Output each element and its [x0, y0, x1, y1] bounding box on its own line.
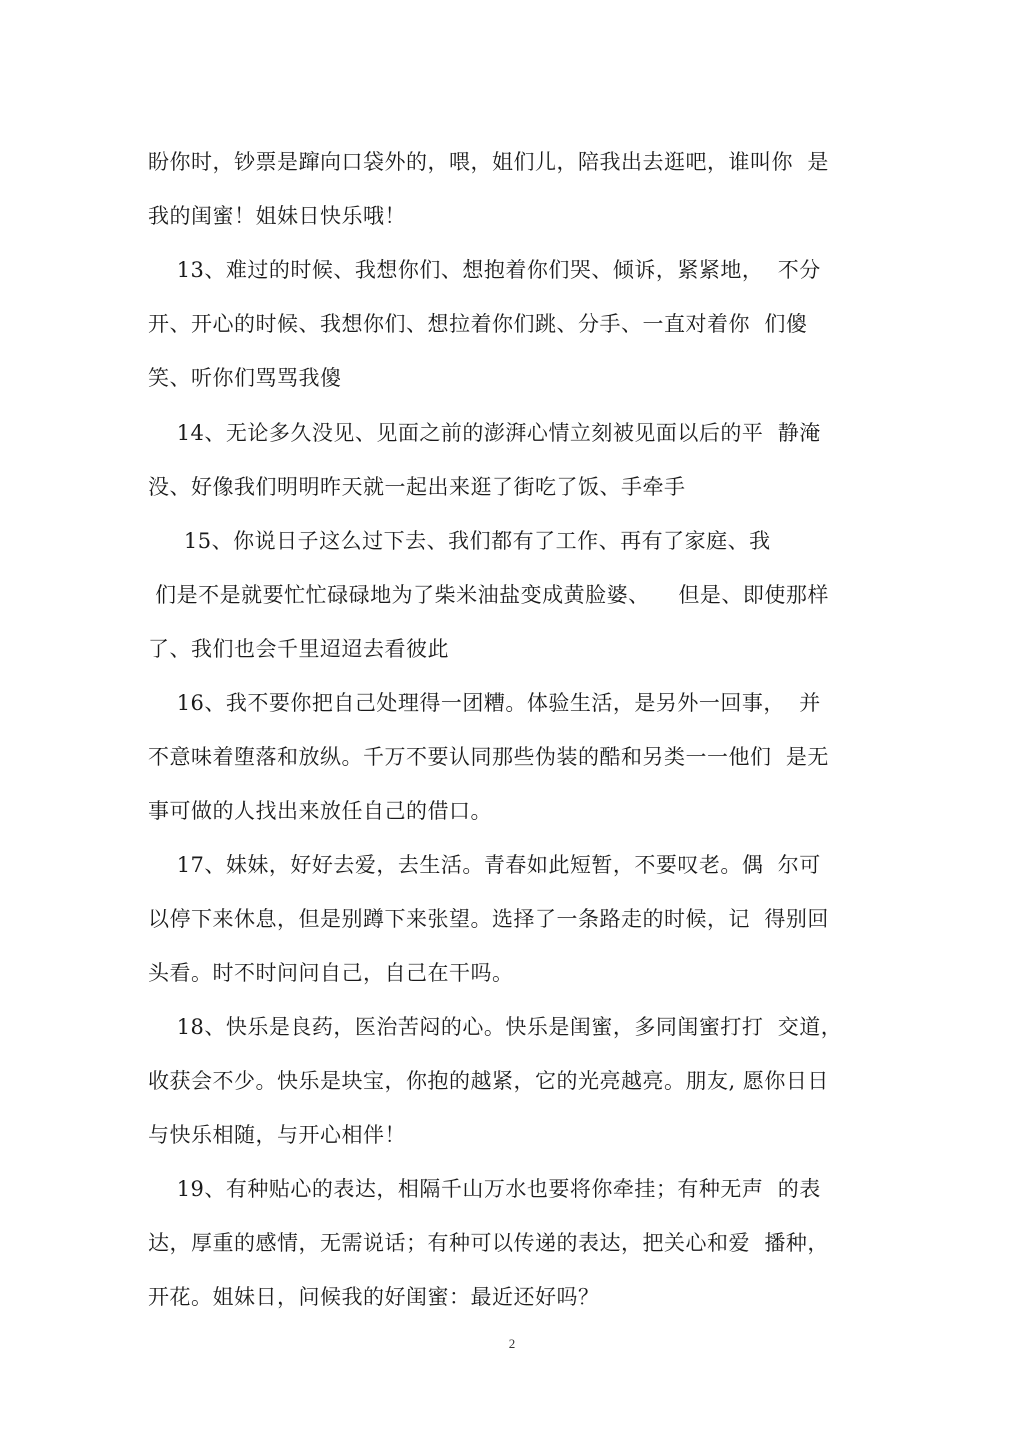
text-line: 了、我们也会千里迢迢去看彼此: [148, 637, 449, 661]
text-line: 达，厚重的感情，无需说话；有种可以传递的表达，把关心和爱 播种，: [148, 1231, 829, 1255]
text-line: 们是不是就要忙忙碌碌地为了柴米油盐变成黄脸婆、 但是、即使那样: [148, 583, 829, 607]
text-line: 与快乐相随，与开心相伴！: [148, 1123, 406, 1147]
text-line: 事可做的人找出来放任自己的借口。: [148, 799, 492, 823]
text-line: 13、难过的时候、我想你们、想抱着你们哭、倾诉，紧紧地， 不分: [148, 258, 821, 282]
text-line: 笑、听你们骂骂我傻: [148, 366, 342, 390]
text-line: 盼你时，钞票是蹿向口袋外的，喂，姐们儿，陪我出去逛吧，谁叫你 是: [148, 150, 829, 174]
text-line: 不意味着堕落和放纵。千万不要认同那些伪装的酷和另类一一他们 是无: [148, 745, 829, 769]
text-line: 以停下来休息，但是别蹲下来张望。选择了一条路走的时候，记 得别回: [148, 907, 829, 931]
text-line: 没、好像我们明明昨天就一起出来逛了街吃了饭、手牵手: [148, 475, 686, 499]
page-number: 2: [508, 1336, 516, 1351]
text-line: 我的闺蜜！姐妹日快乐哦！: [148, 204, 406, 228]
text-line: 16、我不要你把自己处理得一团糟。体验生活，是另外一回事， 并: [148, 691, 821, 715]
text-line: 18、快乐是良药，医治苦闷的心。快乐是闺蜜，多同闺蜜打打 交道，: [148, 1015, 843, 1039]
text-line: 14、无论多久没见、见面之前的澎湃心情立刻被见面以后的平 静淹: [148, 421, 821, 445]
text-line: 头看。时不时问问自己，自己在干吗。: [148, 961, 514, 985]
text-line: 开花。姐妹日，问候我的好闺蜜：最近还好吗？: [148, 1285, 600, 1309]
text-line: 收获会不少。快乐是块宝，你抱的越紧，它的光亮越亮。朋友, 愿你日日: [148, 1069, 829, 1093]
text-line: 17、妹妹，好好去爱，去生活。青春如此短暂，不要叹老。偶 尔可: [148, 853, 821, 877]
text-line: 19、有种贴心的表达，相隔千山万水也要将你牵挂；有种无声 的表: [148, 1177, 821, 1201]
text-line: 15、你说日子这么过下去、我们都有了工作、再有了家庭、我: [148, 529, 771, 553]
text-line: 开、开心的时候、我想你们、想拉着你们跳、分手、一直对着你 们傻: [148, 312, 808, 336]
